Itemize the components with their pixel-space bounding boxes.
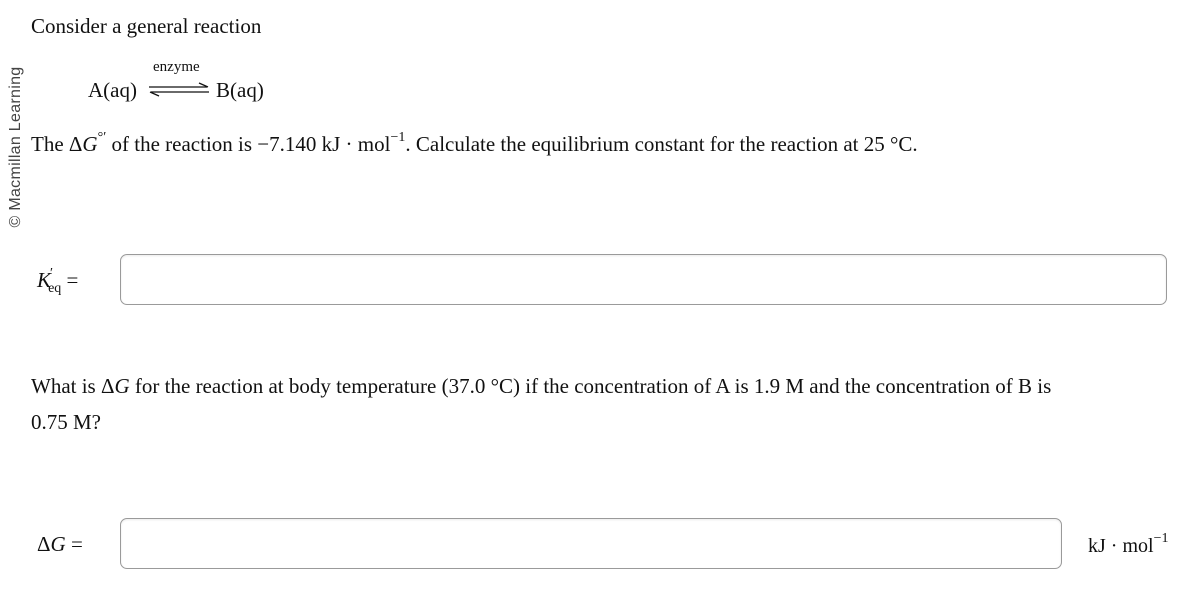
delta-g-answer-input[interactable]	[120, 518, 1062, 569]
question2-suffix: for the reaction at body temperature (37.0 °C) if the concentration of A is 1.9 M and the concentration of B is	[129, 374, 1052, 398]
k-subscript: eq	[48, 281, 62, 297]
keq-answer-input[interactable]	[120, 254, 1167, 305]
delta-symbol: Δ	[68, 132, 83, 156]
keq-label	[37, 266, 79, 297]
equilibrium-arrow-icon	[147, 82, 211, 98]
unit-label	[1088, 531, 1169, 558]
unit-text: kJ · mol	[1088, 535, 1154, 557]
statement-suffix: . Calculate the equilibrium constant for the reaction at 25 °C.	[405, 132, 918, 156]
gibbs-symbol: G	[114, 374, 130, 398]
statement-prefix: The	[31, 132, 69, 156]
equals-sign: =	[65, 532, 83, 556]
delta-symbol: Δ	[37, 532, 51, 556]
question2-line2: 0.75 M?	[31, 410, 101, 434]
question2-line1	[31, 374, 1051, 399]
enzyme-label: enzyme	[153, 59, 200, 75]
standard-state-mark: °′	[97, 130, 107, 145]
k-symbol: K	[37, 268, 52, 292]
gibbs-symbol: G	[50, 532, 66, 556]
product-label: B(aq)	[216, 78, 264, 102]
copyright-watermark	[0, 0, 26, 300]
gibbs-symbol: G	[82, 132, 98, 156]
watermark-text: © Macmillan Learning	[7, 66, 24, 228]
delta-symbol: Δ	[100, 374, 115, 398]
reactant-label: A(aq)	[88, 78, 137, 102]
delta-g-label	[37, 532, 83, 557]
equals-sign: =	[61, 268, 79, 292]
k-prime: ′	[50, 266, 54, 281]
unit-exponent: −1	[1153, 531, 1169, 547]
unit-exponent: −1	[390, 130, 406, 145]
statement-middle: of the reaction is −7.140 kJ · mol	[106, 132, 391, 156]
question2-prefix: What is	[31, 374, 101, 398]
intro-text: Consider a general reaction	[31, 14, 262, 38]
problem-statement	[31, 132, 918, 157]
